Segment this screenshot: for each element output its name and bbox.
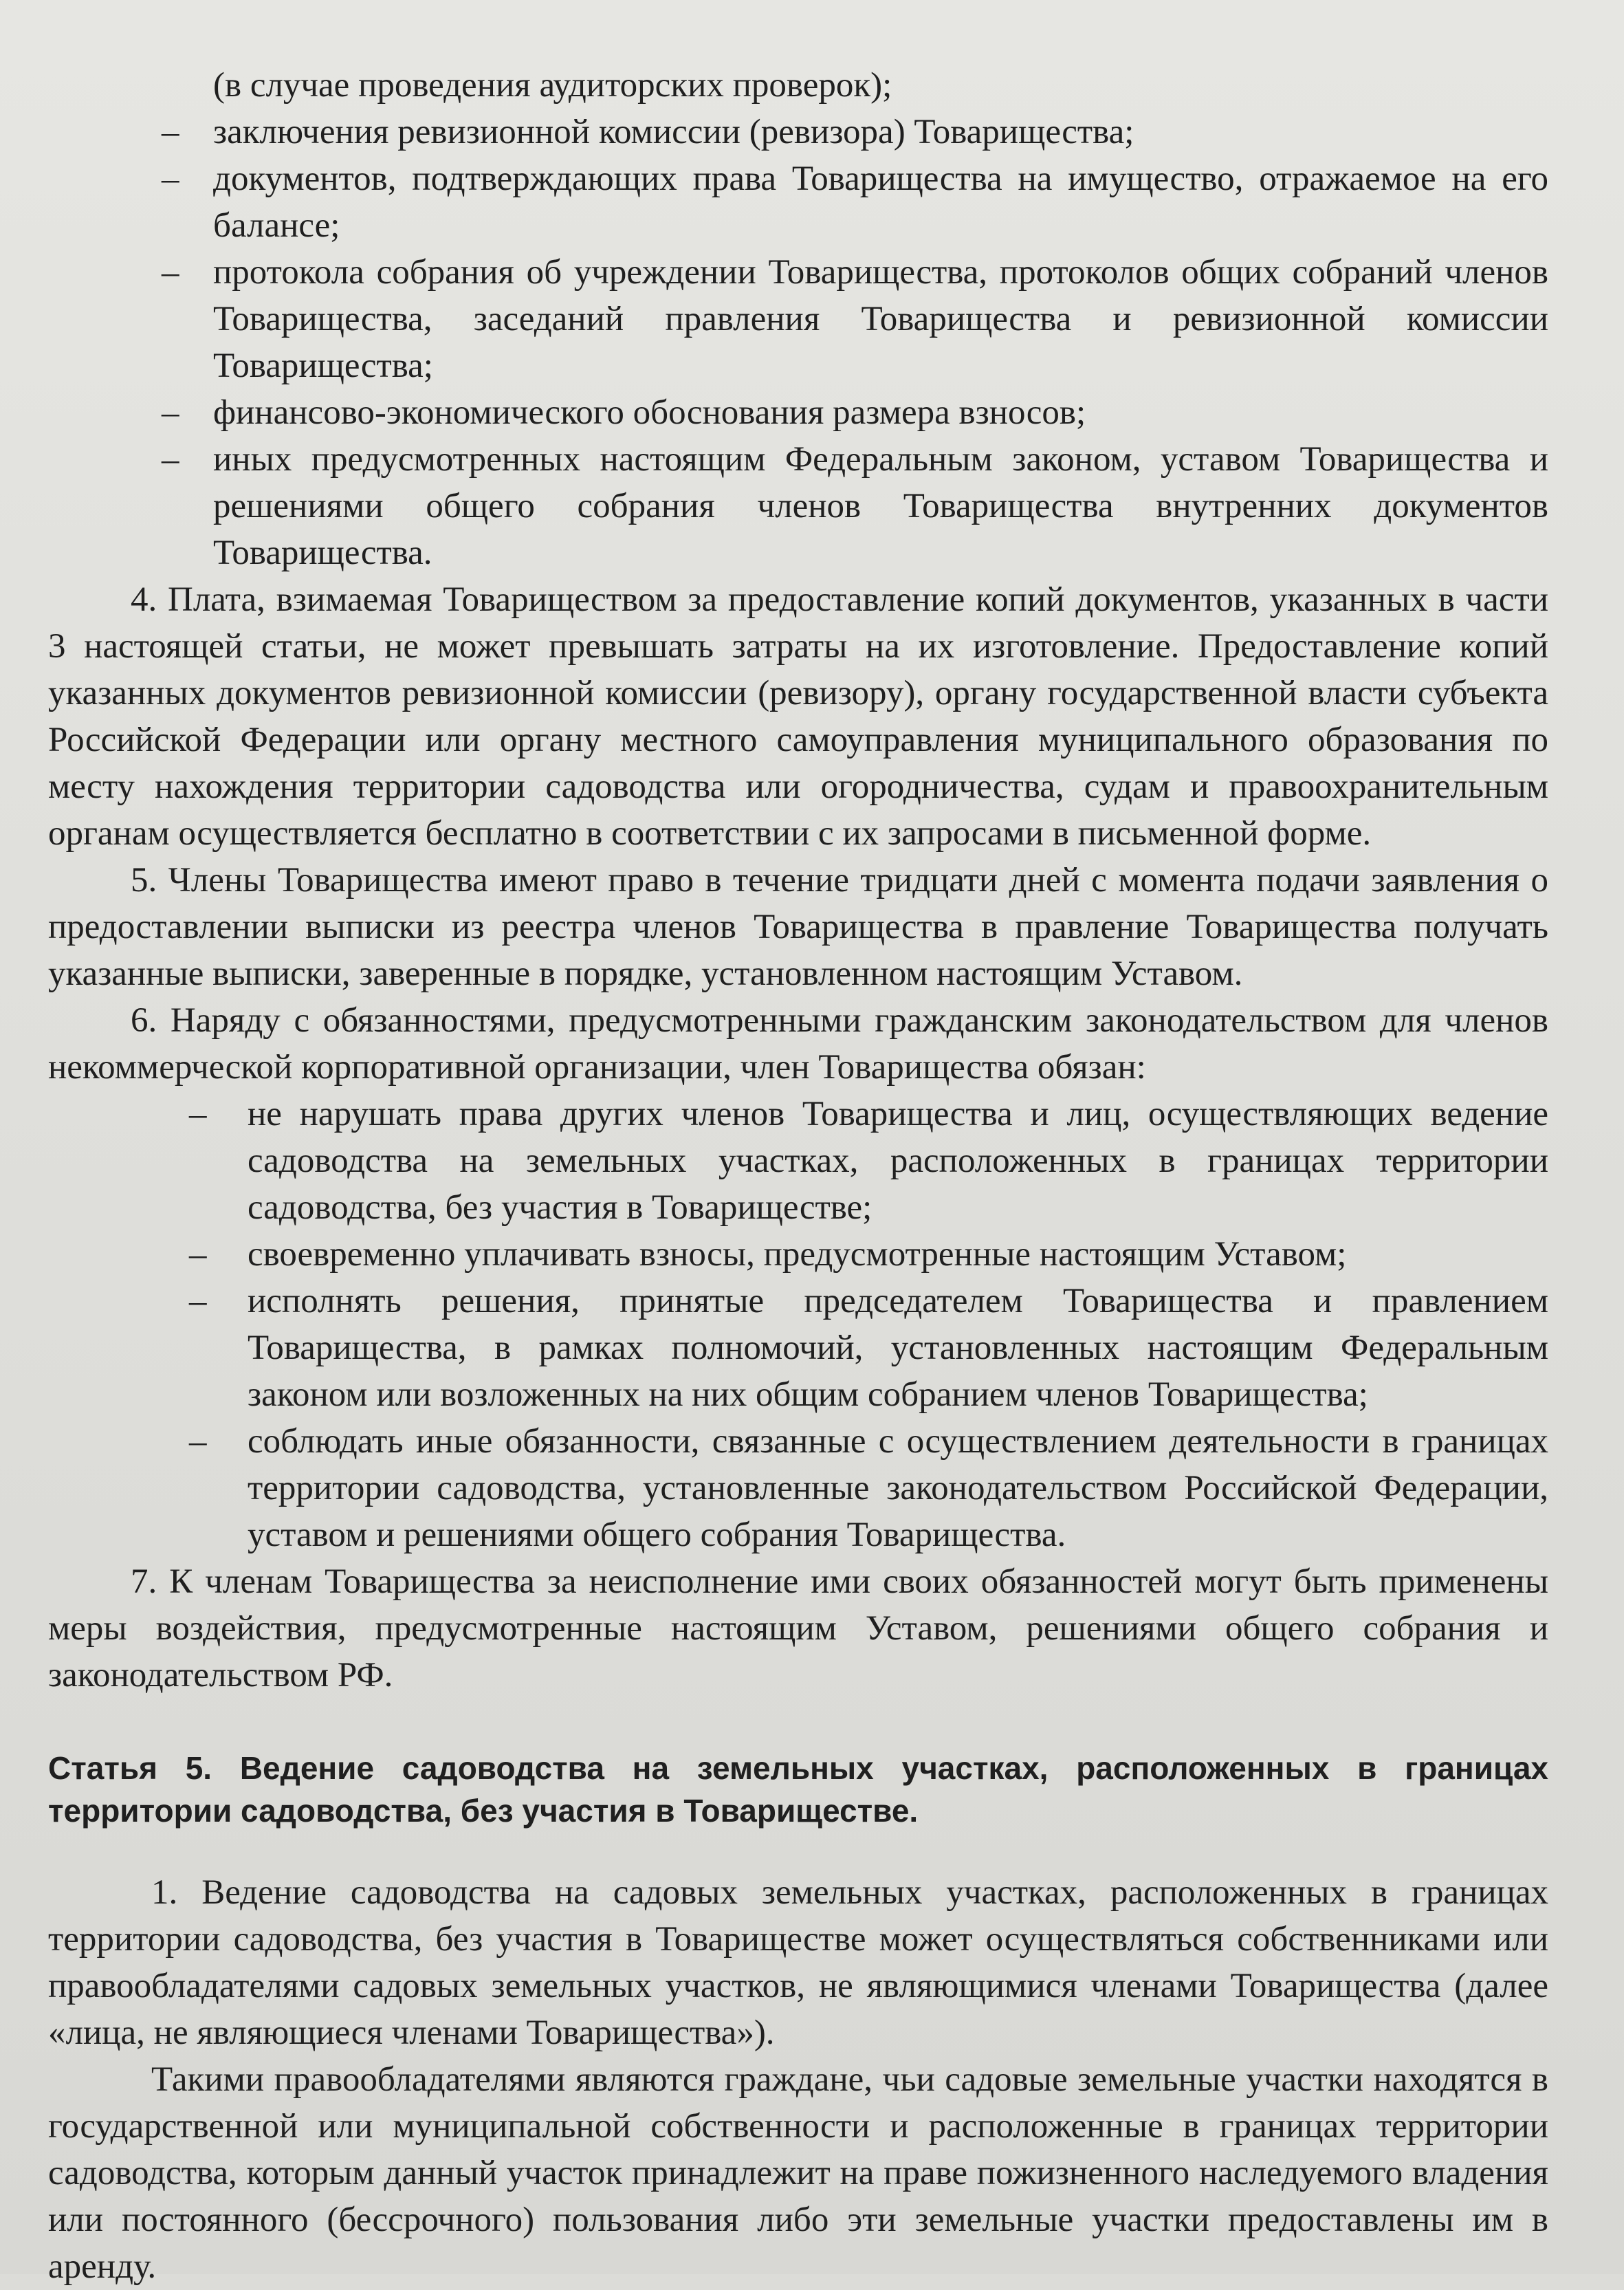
list-item: – иных предусмотренных настоящим Федеральным законом, уставом Товарищества и решениями общего собрания членов Товарищества внутренних документов Товарищества. [48,436,1548,576]
list-item: – документов, подтверждающих права Товарищества на имущество, отражаемое на его балансе; [48,155,1548,249]
list-item: – своевременно уплачивать взносы, предусмотренные настоящим Уставом; [48,1231,1548,1278]
document-body [48,62,1548,2290]
spacer [48,1832,1548,1869]
list-item: – соблюдать иные обязанности, связанные с осуществлением деятельности в границах территории садоводства, установленные законодательством Российской Федерации, уставом и решениями общего собрания Товарищества. [48,1418,1548,1558]
intro-continuation: (в случае проведения аудиторских проверок); [213,66,892,105]
paragraph-4: 4. Плата, взимаемая Товариществом за предоставление копий документов, указанных в части 3 настоящей статьи, не может превышать затраты на их изготовление. Предоставление копий указанных документов ревизионной комиссии (ревизору), органу государственной власти субъекта Российской Федерации или органу местного самоуправления муниципального образования по месту нахождения территории садоводства или огородничества, судам и правоохранительным органам осуществляется бесплатно в соответствии с их запросами в письменной форме. [48,580,1548,853]
documents-list [48,109,1548,576]
spacer [48,1699,1548,1747]
list-item: – не нарушать права других членов Товарищества и лиц, осуществляющих ведение садоводства на земельных участках, расположенных в границах территории садоводства, без участия в Товариществе; [48,1091,1548,1231]
list-item: – протокола собрания об учреждении Товарищества, протоколов общих собраний членов Товарищества, заседаний правления Товарищества и ревизионной комиссии Товарищества; [48,249,1548,389]
list-item: – исполнять решения, принятые председателем Товарищества и правлением Товарищества, в рамках полномочий, установленных настоящим Федеральным законом или возложенных на них общим собранием членов Товарищества; [48,1278,1548,1418]
list-item: – заключения ревизионной комиссии (ревизора) Товарищества; [48,109,1548,155]
article-5-heading: Статья 5. Ведение садоводства на земельных участках, расположенных в границах территории садоводства, без участия в Товариществе. [48,1750,1548,1829]
article-5-paragraph-1: 1. Ведение садоводства на садовых земельных участках, расположенных в границах территории садоводства, без участия в Товариществе может осуществляться собственниками или правообладателями садовых земельных участков, не являющимися членами Товарищества (далее «лица, не являющиеся членами Товарищества»). [48,1873,1548,2052]
article-5-paragraph-2: Такими правообладателями являются граждане, чьи садовые земельные участки находятся в государственной или муниципальной собственности и расположенные в границах территории садоводства, которым данный участок принадлежит на праве пожизненного наследуемого владения или постоянного (бессрочного) пользования либо эти земельные участки предоставлены им в аренду. [48,2060,1548,2286]
paragraph-6: 6. Наряду с обязанностями, предусмотренными гражданским законодательством для членов некоммерческой корпоративной организации, член Товарищества обязан: [48,1001,1548,1087]
obligations-list [48,1091,1548,1558]
paragraph-7: 7. К членам Товарищества за неисполнение ими своих обязанностей могут быть применены меры воздействия, предусмотренные настоящим Уставом, решениями общего собрания и законодательством РФ. [48,1562,1548,1694]
list-item: – финансово-экономического обоснования размера взносов; [48,389,1548,436]
paragraph-5: 5. Члены Товарищества имеют право в течение тридцати дней с момента подачи заявления о предоставлении выписки из реестра членов Товарищества в правление Товарищества получать указанные выписки, заверенные в порядке, установленном настоящим Уставом. [48,861,1548,993]
